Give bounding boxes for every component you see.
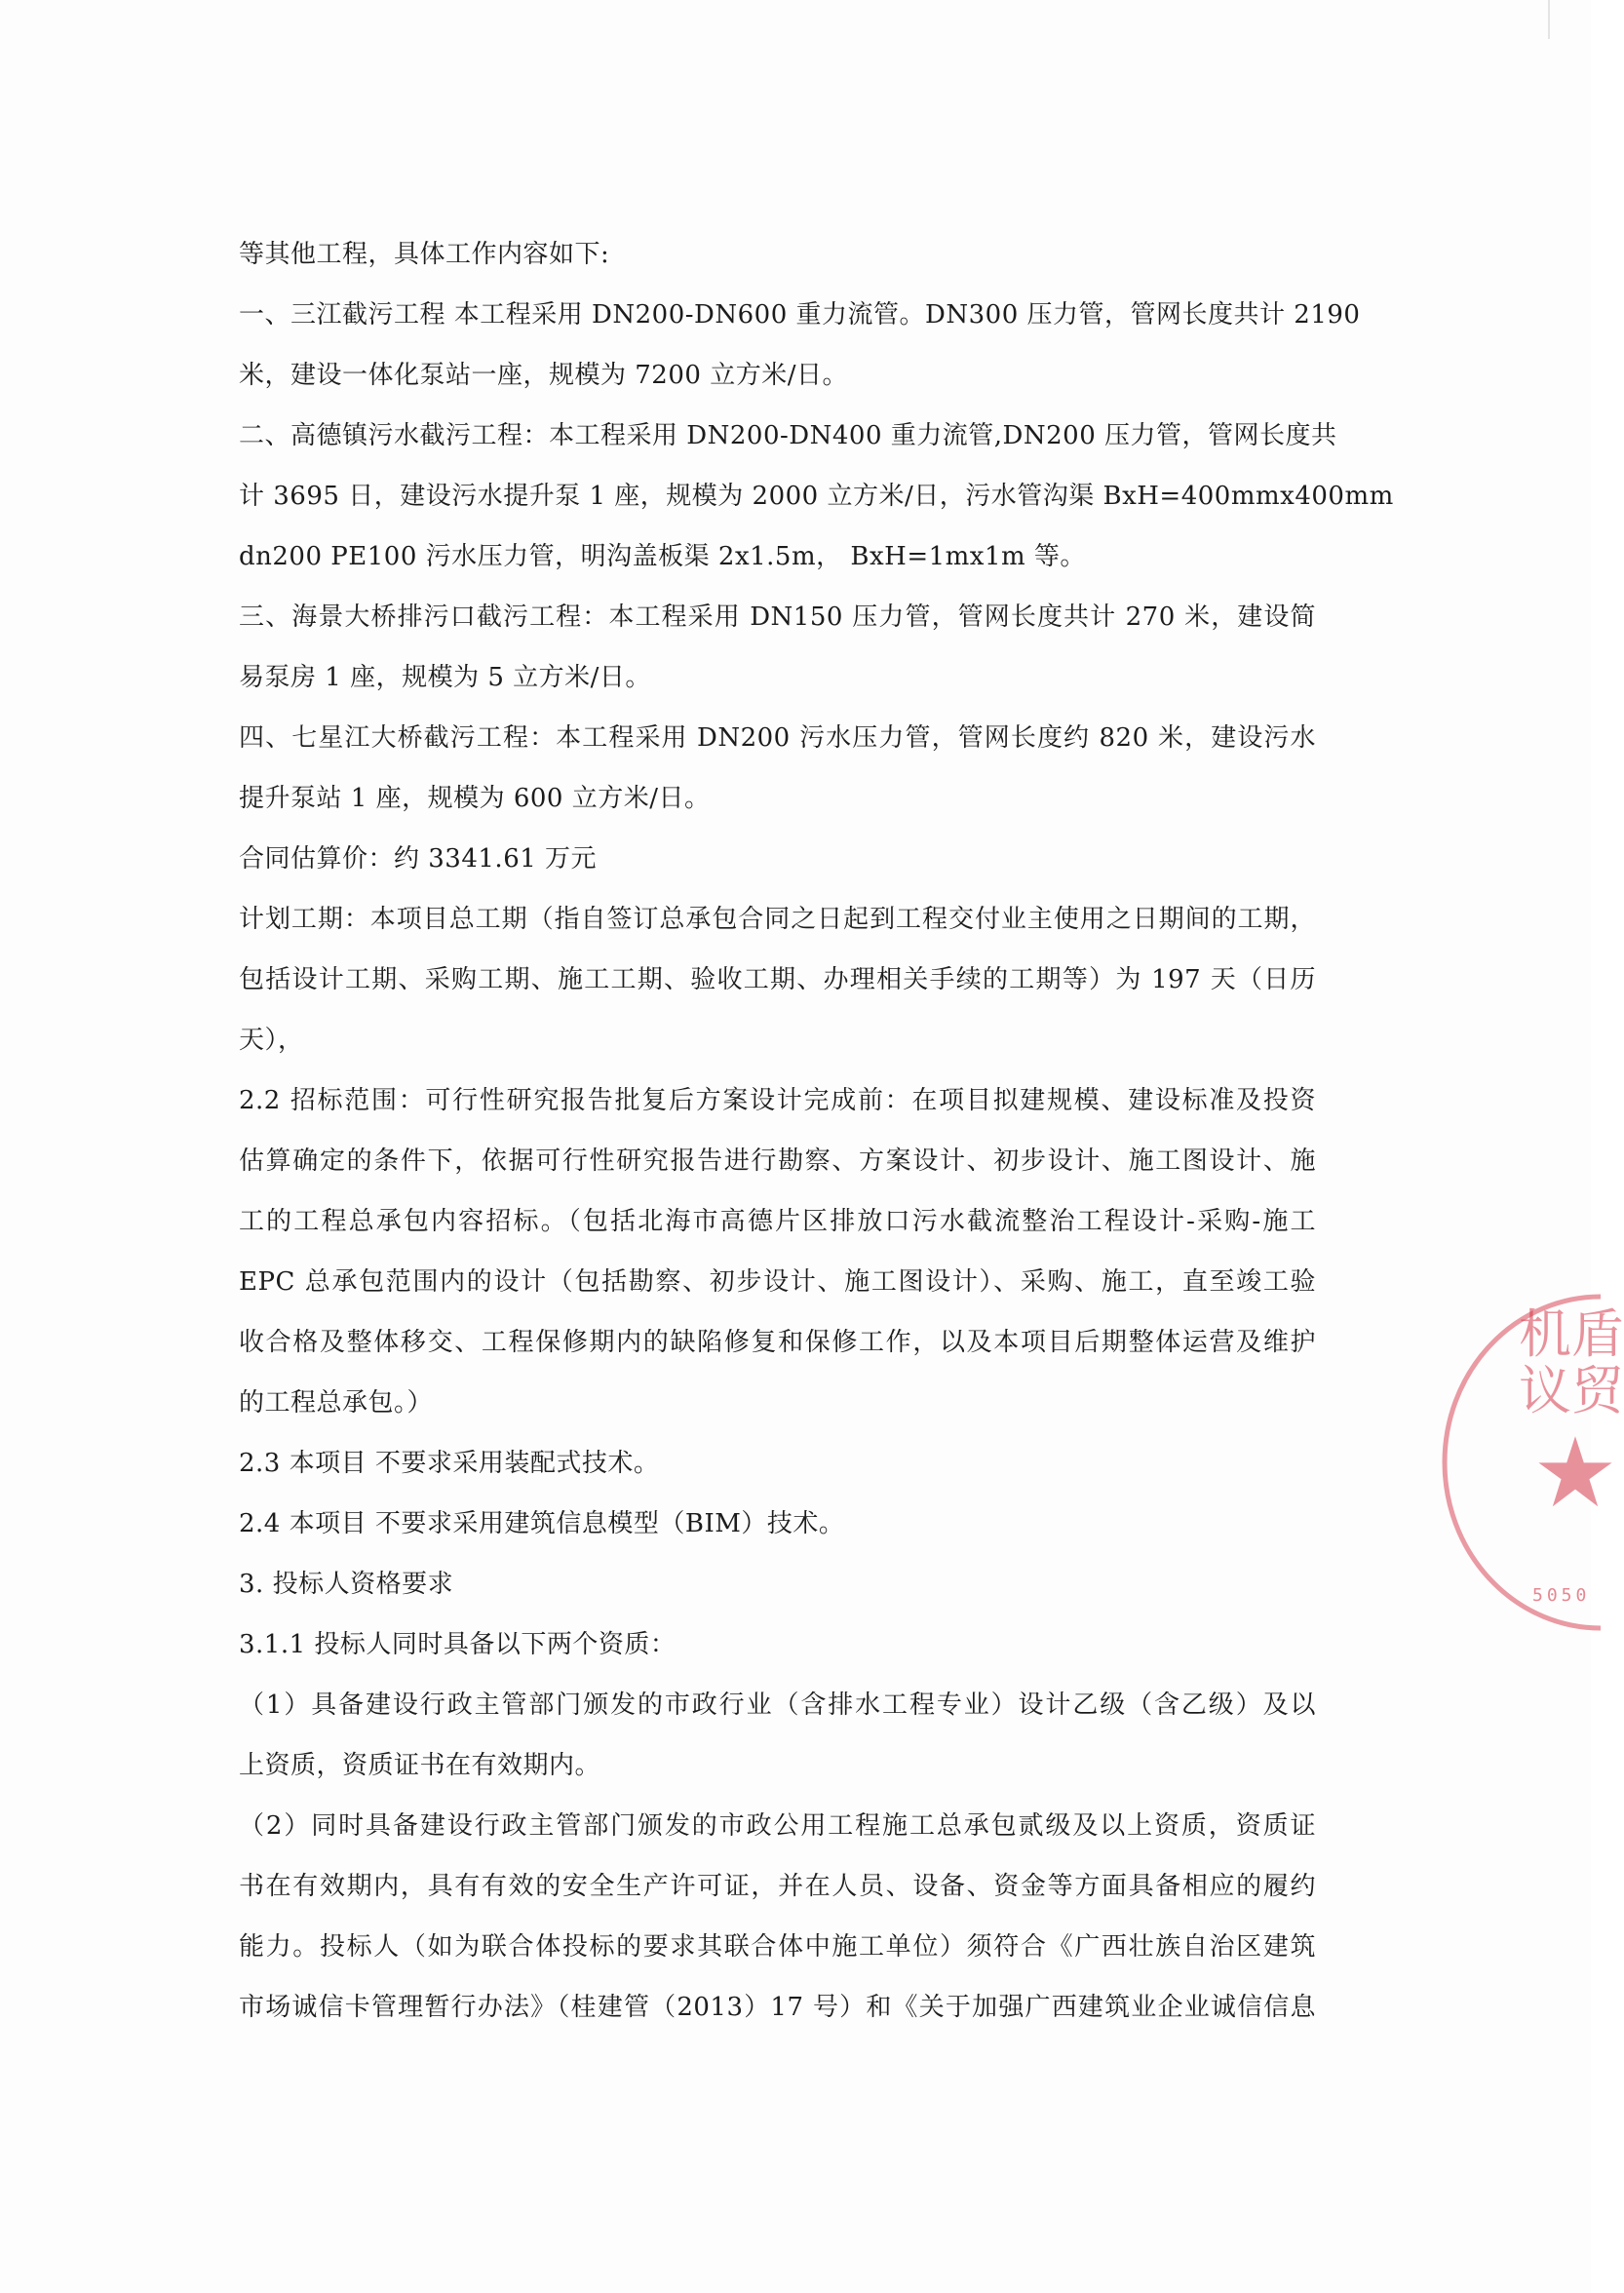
text-line: 2.2 招标范围：可行性研究报告批复后方案设计完成前：在项目拟建规模、建设标准及投资: [239, 1086, 1316, 1115]
text-line: 二、高德镇污水截污工程：本工程采用 DN200-DN400 重力流管,DN200 压力管，管网长度共: [239, 421, 1337, 450]
text-line: 提升泵站 1 座，规模为 600 立方米/日。: [239, 784, 711, 813]
text-line: 等其他工程，具体工作内容如下:: [239, 240, 610, 269]
seal-code: 5050: [1532, 1585, 1591, 1606]
text-line: 3.1.1 投标人同时具备以下两个资质：: [239, 1630, 677, 1659]
text-line: 估算确定的条件下，依据可行性研究报告进行勘察、方案设计、初步设计、施工图设计、施: [239, 1146, 1316, 1176]
text-line: 2.3 本项目 不要求采用装配式技术。: [239, 1449, 660, 1478]
scan-edge-mark: [1548, 0, 1550, 39]
text-line: 上资质，资质证书在有效期内。: [239, 1751, 601, 1780]
text-line: （2）同时具备建设行政主管部门颁发的市政公用工程施工总承包贰级及以上资质，资质证: [239, 1811, 1316, 1841]
text-line: 市场诚信卡管理暂行办法》（桂建管（2013）17 号）和《关于加强广西建筑业企业诚信信息: [239, 1993, 1316, 2022]
seal-stamp: [1513, 1287, 1624, 1638]
text-line: dn200 PE100 污水压力管，明沟盖板渠 2x1.5m， BxH=1mx1m 等。: [239, 542, 1086, 571]
text-line: 计 3695 日，建设污水提升泵 1 座，规模为 2000 立方米/日，污水管沟渠 BxH=400mmx400mm: [239, 482, 1394, 511]
text-line: 三、海景大桥排污口截污工程：本工程采用 DN150 压力管，管网长度共计 270 米，建设简: [239, 602, 1316, 632]
seal-text: 机盾 议贸: [1519, 1303, 1624, 1421]
text-line: 收合格及整体移交、工程保修期内的缺陷修复和保修工作，以及本项目后期整体运营及维护: [239, 1328, 1316, 1357]
text-line: 四、七星江大桥截污工程：本工程采用 DN200 污水压力管，管网长度约 820 米，建设污水: [239, 723, 1316, 753]
section-heading: 3. 投标人资格要求: [239, 1570, 454, 1599]
text-line: 计划工期：本项目总工期（指自签订总承包合同之日起到工程交付业主使用之日期间的工期，: [239, 905, 1316, 934]
text-line: （1）具备建设行政主管部门颁发的市政行业（含排水工程专业）设计乙级（含乙级）及以: [239, 1691, 1316, 1720]
text-line: EPC 总承包范围内的设计（包括勘察、初步设计、施工图设计）、采购、施工，直至竣工验: [239, 1267, 1316, 1297]
text-line: 书在有效期内，具有有效的安全生产许可证，并在人员、设备、资金等方面具备相应的履约: [239, 1872, 1316, 1901]
text-line: 的工程总承包。）: [239, 1388, 434, 1418]
text-line: 米，建设一体化泵站一座，规模为 7200 立方米/日。: [239, 361, 848, 390]
contract-price-line: 合同估算价：约 3341.61 万元: [239, 844, 598, 874]
text-line: 能力。投标人（如为联合体投标的要求其联合体中施工单位）须符合《广西壮族自治区建筑: [239, 1932, 1316, 1962]
text-line: 天），: [239, 1026, 304, 1055]
document-body: [239, 229, 1394, 2042]
text-line: 2.4 本项目 不要求采用建筑信息模型（BIM）技术。: [239, 1509, 845, 1538]
text-line: 易泵房 1 座，规模为 5 立方米/日。: [239, 663, 651, 692]
text-line: 包括设计工期、采购工期、施工工期、验收工期、办理相关手续的工期等）为 197 天（日历: [239, 965, 1316, 994]
text-line: 工的工程总承包内容招标。（包括北海市高德片区排放口污水截流整治工程设计-采购-施工: [239, 1207, 1316, 1236]
text-line: 一、三江截污工程 本工程采用 DN200-DN600 重力流管。DN300 压力管，管网长度共计 2190: [239, 300, 1361, 330]
star-icon: [1536, 1433, 1614, 1511]
